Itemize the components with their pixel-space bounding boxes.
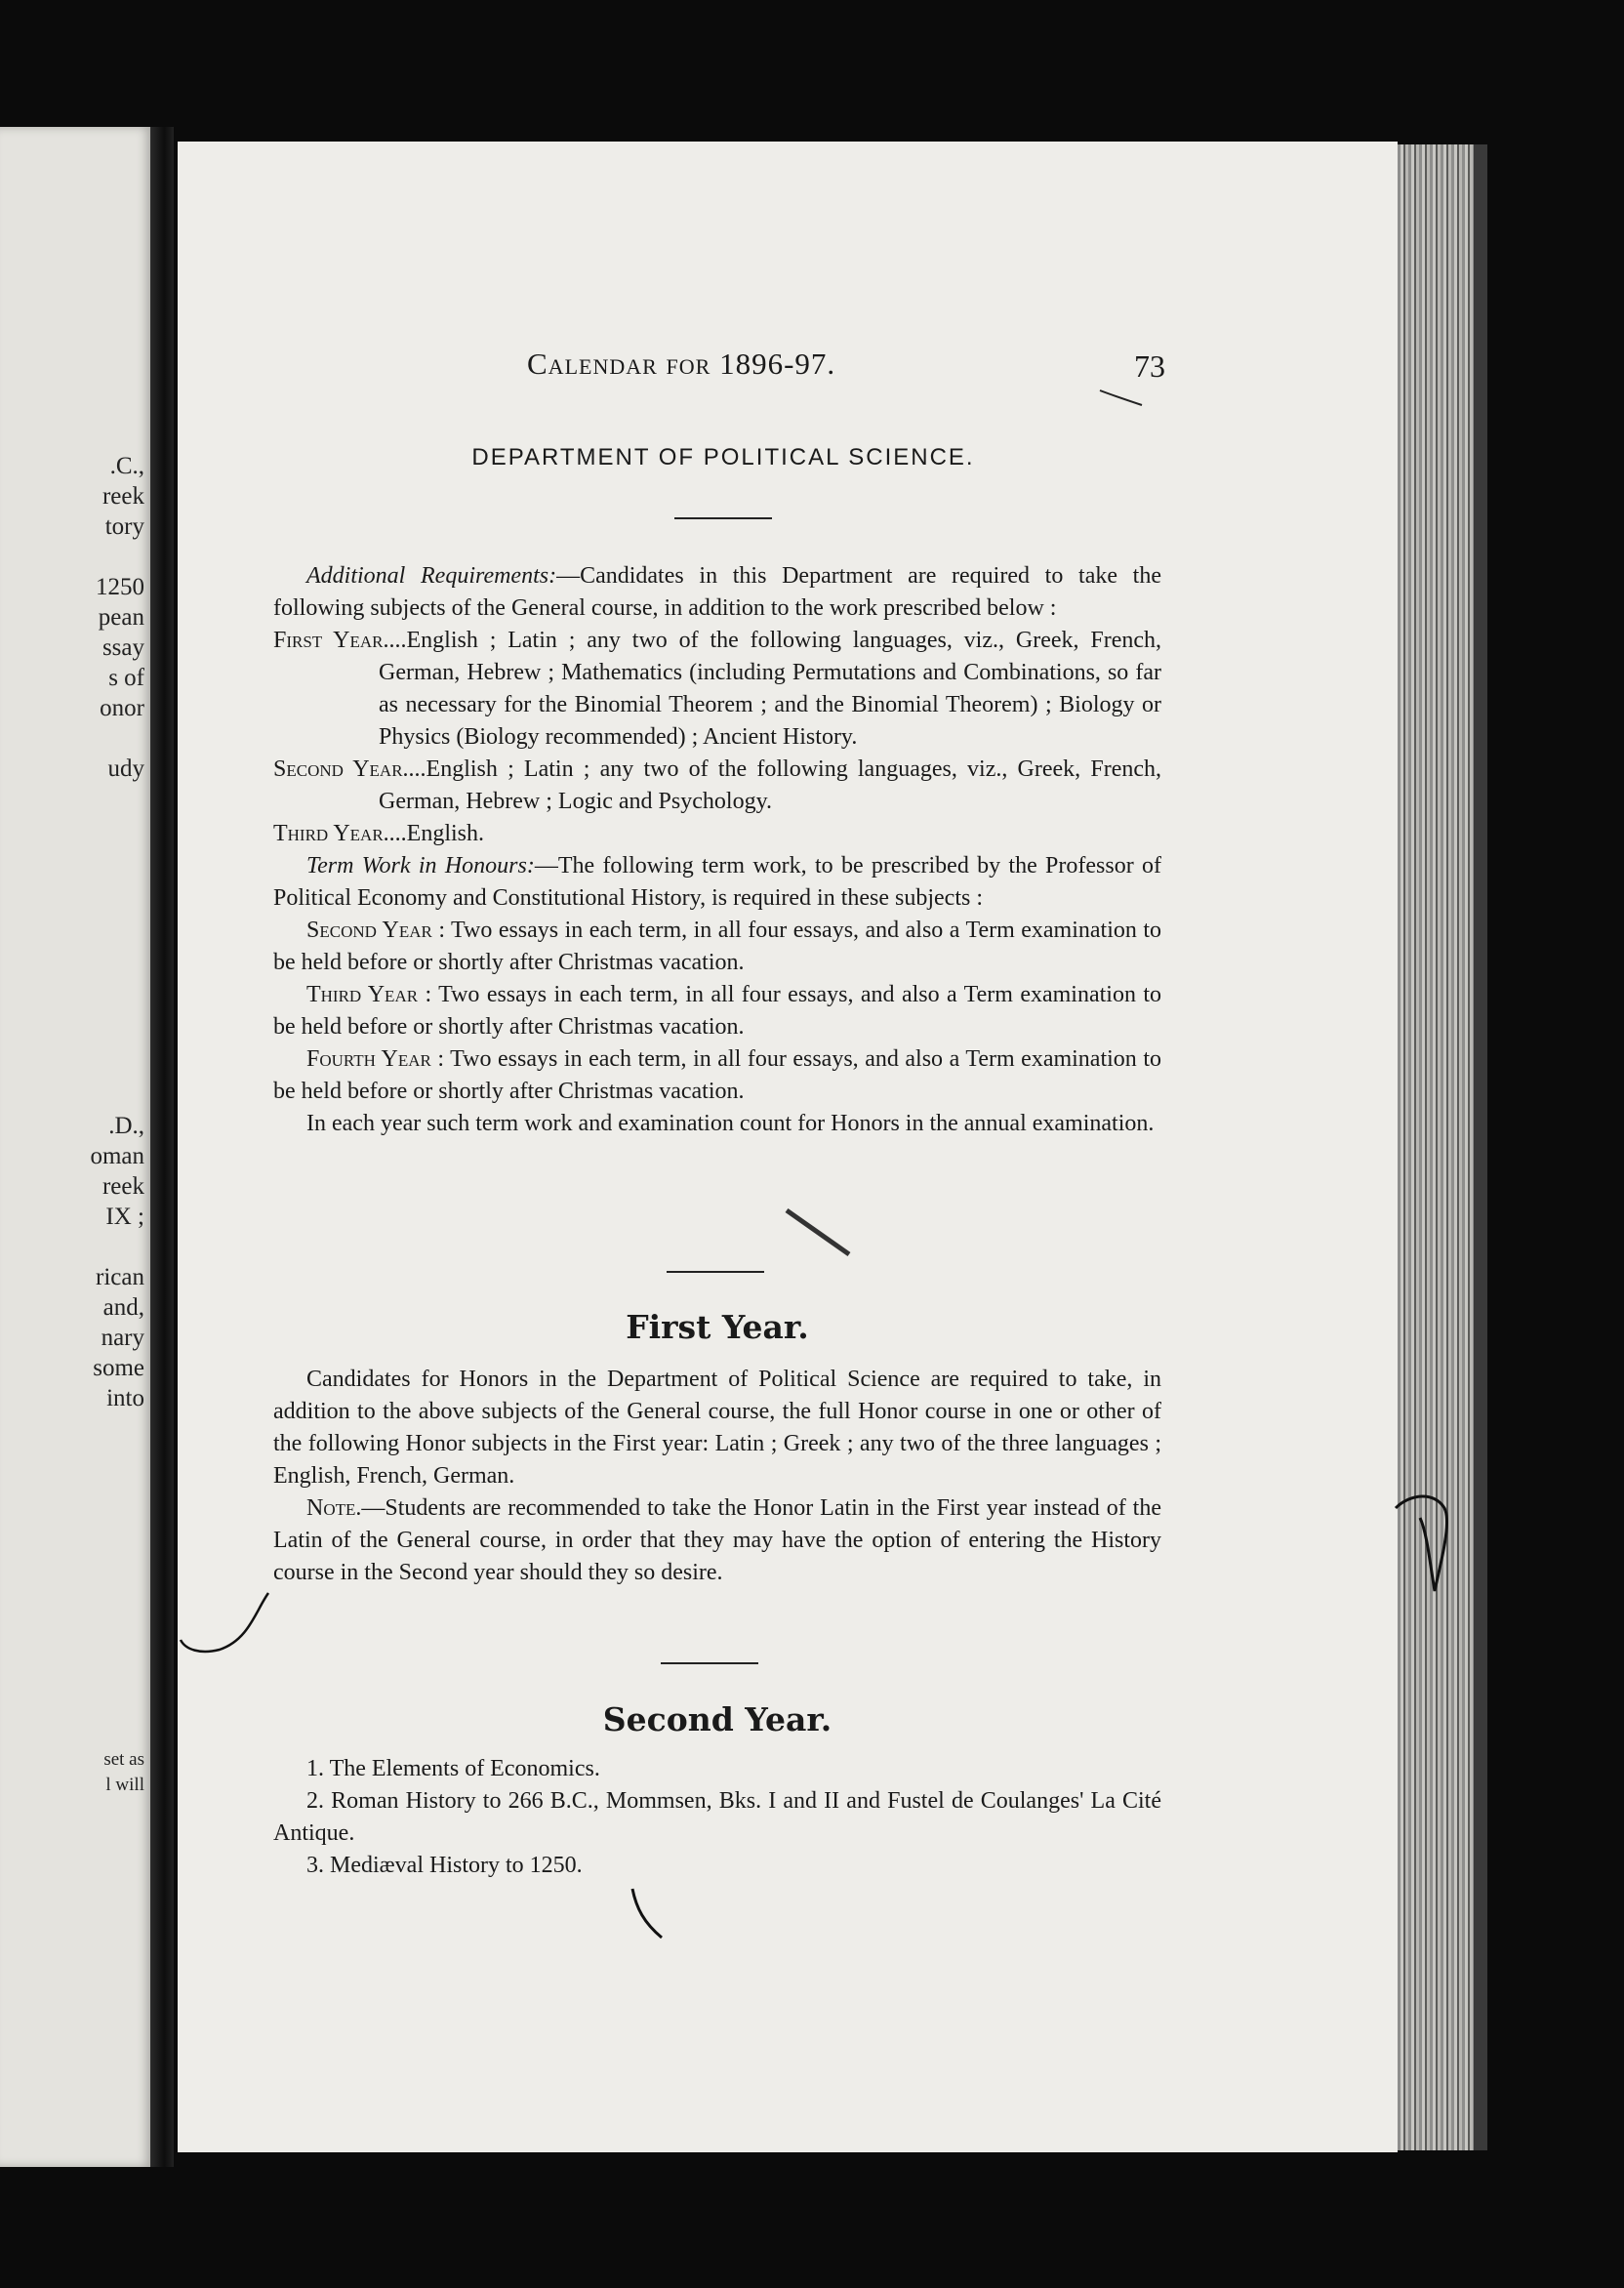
left-fragment: .D., — [108, 1113, 144, 1139]
additional-requirements-label: Additional Requirements: — [306, 563, 557, 589]
additional-requirements-text: —Candidates in this Department are required to take the following subjects of the General course, in addition to the work prescribed below : — [273, 563, 1161, 621]
left-fragment: .C., — [109, 453, 144, 479]
left-fragment: oman — [90, 1143, 144, 1169]
term-second-year-label: Second Year — [306, 918, 432, 943]
note-text: —Students are recommended to take the Honor Latin in the First year instead of the Latin of the General course, in order that they may have the option of entering the History course in the Second year should they so desire. — [273, 1495, 1161, 1585]
left-fragment: udy — [107, 756, 144, 782]
left-fragment: 1250 — [96, 574, 144, 600]
third-year-label: Third Year — [273, 821, 384, 846]
page-number: 73 — [1134, 348, 1165, 384]
department-title: DEPARTMENT OF POLITICAL SCIENCE. — [471, 444, 975, 470]
list-item: 1. The Elements of Economics. — [306, 1756, 600, 1781]
first-year-heading: First Year. — [626, 1308, 809, 1346]
running-title: Calendar for 1896-97. — [527, 347, 836, 381]
left-fragment: IX ; — [105, 1204, 144, 1230]
term-third-year-label: Third Year — [306, 982, 419, 1007]
left-fragment: tory — [104, 513, 144, 540]
second-year-heading: Second Year. — [602, 1700, 832, 1738]
left-fragment: set as — [103, 1749, 144, 1770]
second-year-label: Second Year — [273, 756, 403, 782]
term-work-label: Term Work in Honours: — [306, 853, 535, 878]
left-fragment: some — [93, 1355, 144, 1381]
left-fragment: pean — [98, 604, 144, 631]
term-work-text: —The following term work, to be prescribed by the Professor of Political Economy and Constitutional History, is required in these subjects : — [273, 853, 1162, 911]
left-fragment: ssay — [102, 634, 144, 661]
left-fragment: l will — [105, 1775, 144, 1795]
term-work-summary: In each year such term work and examination count for Honors in the annual examination. — [306, 1111, 1155, 1136]
first-year-label: First Year — [273, 628, 384, 653]
list-item: 2. Roman History to 266 B.C., Mommsen, Bks. I and II and Fustel de Coulanges' La Cité Antique. — [273, 1788, 1161, 1846]
left-fragment: s of — [108, 665, 144, 691]
first-year-paragraph: Candidates for Honors in the Department of Political Science are required to take, in addition to the above subjects of the General course, the full Honor course in one or other of the following Honor subjects in the First year: Latin ; Greek ; any two of the three languages ; English, French, German. — [273, 1367, 1161, 1489]
note-label: Note. — [306, 1495, 362, 1521]
left-fragment: into — [106, 1385, 144, 1411]
term-third-year-text: : Two essays in each term, in all four essays, and also a Term examination to be held before or shortly after Christmas vacation. — [273, 982, 1162, 1040]
second-year-text: ....English ; Latin ; any two of the following languages, viz., Greek, French, German, Hebrew ; Logic and Psychology. — [379, 756, 1162, 814]
first-year-text: ....English ; Latin ; any two of the following languages, viz., Greek, French, German, Hebrew ; Mathematics (including Permutations and Combinations, so far as necessary for the Binomial Theorem ; and the Binomial Theorem) ; Biology or Physics (Biology recommended) ; Ancient History. — [379, 628, 1161, 750]
term-second-year-text: : Two essays in each term, in all four essays, and also a Term examination to be held before or shortly after Christmas vacation. — [273, 918, 1162, 975]
left-fragment: rican — [96, 1264, 144, 1290]
term-fourth-year-label: Fourth Year — [306, 1046, 431, 1072]
left-fragment: reek — [102, 483, 144, 510]
left-fragment: and, — [102, 1294, 144, 1321]
third-year-text: ....English. — [383, 821, 484, 846]
left-fragment: nary — [101, 1325, 144, 1351]
left-fragment: onor — [100, 695, 144, 721]
left-fragment: reek — [102, 1173, 144, 1200]
list-item: 3. Mediæval History to 1250. — [306, 1853, 583, 1878]
term-fourth-year-text: : Two essays in each term, in all four essays, and also a Term examination to be held before or shortly after Christmas vacation. — [273, 1046, 1162, 1104]
